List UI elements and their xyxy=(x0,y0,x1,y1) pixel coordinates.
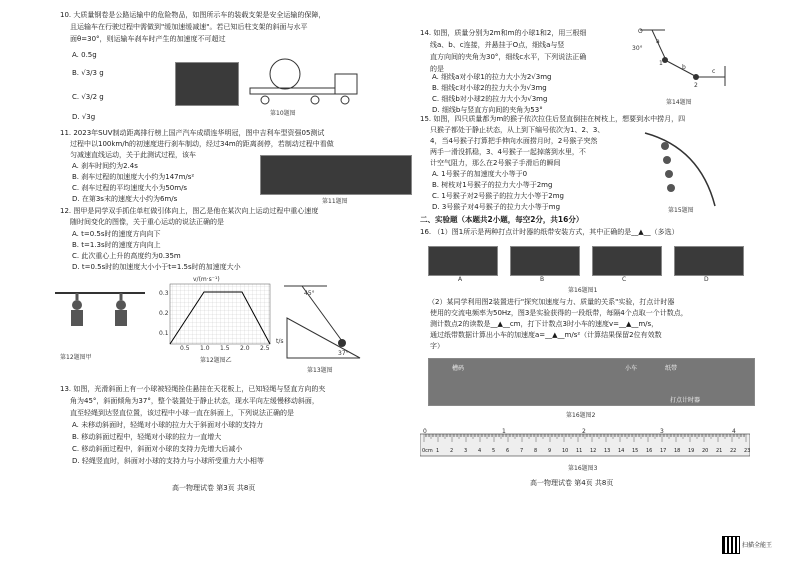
q16-photo-label-b: B xyxy=(540,276,545,283)
ruler-number: 20 xyxy=(702,448,709,454)
q14-option-c: C. 细线b对小球2的拉力大小为√3mg xyxy=(432,95,548,103)
q10-option-d: D. √3g xyxy=(72,113,96,121)
q16-photo-c xyxy=(592,246,662,276)
q14-line4: 的是 xyxy=(430,65,444,73)
ruler-number: 9 xyxy=(548,448,552,454)
q13-option-d: D. 轻绳竖直时，斜面对小球的支持力与小球所受重力大小相等 xyxy=(72,457,264,465)
q12-xtick-5: 2.5 xyxy=(260,345,270,352)
q12-option-d: D. t=0.5s时的加速度大小小于t=1.5s时的加速度大小 xyxy=(72,263,241,271)
q16-p2-line2: 使用的交流电频率为50Hz，图3是实验获得的一段纸带，每隔4个点取一个计数点， xyxy=(430,309,688,317)
q12-ytick-3: 0.1 xyxy=(159,330,169,337)
q11-car-photo xyxy=(260,155,412,195)
q12-xtick-2: 1.0 xyxy=(200,345,210,352)
q16-p2-line4: 通过纸带数据计算出小车的加速度a=__▲__m/s²（计算结果保留2位有效数 xyxy=(430,331,662,339)
q16-line1: 16. （1）图1所示是两种打点计时器的纸带安装方式，其中正确的是__▲__（多选） xyxy=(420,228,679,236)
q14-option-d: D. 细线b与竖直方向间的夹角为53° xyxy=(432,106,543,114)
ruler-number: 0cm xyxy=(422,448,433,454)
q14-label-angle: 30° xyxy=(632,45,643,52)
ruler-number: 11 xyxy=(576,448,583,454)
q10-option-a: A. 0.5g xyxy=(72,51,97,59)
q11-line1: 11. 2023年SUV制动距离排行榜上国产汽车成绩连华明冠，图中吉利车型资强05测试 xyxy=(60,129,325,137)
q16-p2-line5: 字） xyxy=(430,342,444,350)
ruler-number: 17 xyxy=(660,448,667,454)
q16-ruler-mark-0: 0 xyxy=(423,428,427,435)
q10-option-b: B. √3/3 g xyxy=(72,69,104,77)
q12-ylabel: v/(m·s⁻¹) xyxy=(193,276,220,283)
ruler-number: 12 xyxy=(590,448,597,454)
q11-line2: 过程中以100km/h的初速度进行刹车制动，经过34m的距离刹停，若制动过程中看做 xyxy=(70,140,334,148)
q13-option-b: B. 移动斜面过程中，轻绳对小球的拉力一直增大 xyxy=(72,433,222,441)
q15-option-c: C. 1号猴子对2号猴子的拉力大小等于2mg xyxy=(432,192,564,200)
q12-xlabel: t/s xyxy=(276,338,284,345)
q13-line2: 角为45°，斜面倾角为37°，整个装置处于静止状态，现水平向左缓慢移动斜面， xyxy=(70,397,319,405)
q14-label-one: 1 xyxy=(659,60,663,67)
q12-option-b: B. t=1.3s时的速度方向向上 xyxy=(72,241,161,249)
q15-option-d: D. 3号猴子对4号猴子的拉力大小等于mg xyxy=(432,203,561,211)
ruler-number: 7 xyxy=(520,448,524,454)
q12-xtick-3: 1.5 xyxy=(220,345,230,352)
q14-line1: 14. 如图，质量分别为2m和m的小球1和2，用三根细 xyxy=(420,29,587,37)
q16-label-timer: 打点计时器 xyxy=(670,397,701,404)
q15-fig-caption: 第15题图 xyxy=(668,207,694,214)
ruler-number: 21 xyxy=(716,448,723,454)
q14-line2: 线a、b、c连接，并悬挂于O点，细线a与竖 xyxy=(430,41,565,49)
ruler-number: 6 xyxy=(506,448,510,454)
q16-p2-line1: （2）某同学利用图2装置进行"探究加速度与力、质量的关系"实验，打点计时器 xyxy=(428,298,675,306)
q14-label-two: 2 xyxy=(694,82,698,89)
q10-fig-caption: 第10题图 xyxy=(270,110,296,117)
q16-ruler-mark-1: 1 xyxy=(502,428,506,435)
q16-label-groove: 槽码 xyxy=(452,365,465,372)
q11-option-d: D. 在第3s末的速度大小约为6m/s xyxy=(72,195,178,203)
ruler-number: 19 xyxy=(688,448,695,454)
q12-fig-b-caption: 第12题图乙 xyxy=(200,357,232,364)
q12-option-c: C. 此次重心上升的高度约为0.35m xyxy=(72,252,181,260)
q14-label-o: O xyxy=(638,28,643,35)
ruler-number: 10 xyxy=(562,448,569,454)
q13-angle-45: 45° xyxy=(304,290,315,297)
q16-photo-label-a: A xyxy=(458,276,463,283)
ruler-number: 13 xyxy=(604,448,611,454)
q13-option-c: C. 移动斜面过程中，斜面对小球的支持力先增大后减小 xyxy=(72,445,243,453)
q14-label-b: b xyxy=(682,64,686,71)
ruler-number: 16 xyxy=(646,448,653,454)
q14-label-a: a xyxy=(656,38,660,45)
q16-ruler-numbers xyxy=(420,448,750,458)
q16-apparatus-photo xyxy=(428,358,755,406)
ruler-number: 1 xyxy=(436,448,440,454)
q16-fig3-caption: 第16题图3 xyxy=(568,465,598,472)
q11-option-c: C. 刹车过程的平均速度大小为50m/s xyxy=(72,184,188,192)
q16-ruler-mark-2: 2 xyxy=(582,428,586,435)
q15-line2: 只猴子都处于静止状态，从上到下编号依次为1、2、3、 xyxy=(430,126,605,134)
right-footer: 高一物理试卷 第4页 共8页 xyxy=(530,479,614,487)
q12-fig-a-caption: 第12题图甲 xyxy=(60,354,92,361)
scanner-qr-code xyxy=(722,536,740,554)
q14-line3: 直方向间的夹角为30°，细线c水平，下列说法正确 xyxy=(430,53,587,61)
q10-option-c: C. √3/2 g xyxy=(72,93,104,101)
q16-fig2-caption: 第16题图2 xyxy=(566,412,596,419)
ruler-number: 3 xyxy=(464,448,468,454)
q15-line3: 4，当4号猴子打算把手伸向水面捞月时，2号猴子突然 xyxy=(430,137,598,145)
q15-line5: 计空气阻力，那么在2号猴子手滑后的瞬间 xyxy=(430,159,561,167)
ruler-number: 23 xyxy=(744,448,751,454)
q14-fig-caption: 第14题图 xyxy=(666,99,692,106)
q14-diagram xyxy=(630,28,730,90)
q12-line2: 随时间变化的图像，关于重心运动的说法正确的是 xyxy=(70,218,224,226)
q13-line1: 13. 如图，光滑斜面上有一小球被轻绳拴住悬挂在天花板上，已知轻绳与竖直方向的夹 xyxy=(60,385,326,393)
q16-photo-label-d: D xyxy=(704,276,709,283)
q16-label-cart: 小车 xyxy=(625,365,638,372)
section-experiment-heading: 二、实验题（本题共2小题，每空2分，共16分） xyxy=(420,215,584,224)
q12-ytick-1: 0.3 xyxy=(159,290,169,297)
q10-photo xyxy=(175,62,239,106)
q12-line1: 12. 图甲是同学双手抓住单杠做引体向上，图乙是他在某次向上运动过程中重心速度 xyxy=(60,207,319,215)
q13-incline-diagram xyxy=(282,283,362,363)
q16-photo-b xyxy=(510,246,580,276)
q10-line1: 10. 大质量钢卷是公路运输中的危险物品，如图所示车的装载支架是安全运输的保障， xyxy=(60,11,326,19)
ruler-number: 15 xyxy=(632,448,639,454)
q12-xtick-4: 2.0 xyxy=(240,345,250,352)
ruler-number: 2 xyxy=(450,448,454,454)
q11-fig-caption: 第11题图 xyxy=(322,198,348,205)
q11-option-b: B. 刹车过程的加速度大小约为147m/s² xyxy=(72,173,195,181)
ruler-number: 8 xyxy=(534,448,538,454)
ruler-number: 5 xyxy=(492,448,496,454)
ruler-number: 18 xyxy=(674,448,681,454)
q13-fig-caption: 第13题图 xyxy=(307,367,333,374)
left-footer: 高一物理试卷 第3页 共8页 xyxy=(172,484,256,492)
q15-option-b: B. 树枝对1号猴子的拉力大小等于2mg xyxy=(432,181,553,189)
q16-label-tape: 纸带 xyxy=(665,365,678,372)
q16-fig1-caption: 第16题图1 xyxy=(568,287,598,294)
q10-diagram xyxy=(245,56,360,108)
q15-monkey-diagram xyxy=(640,128,720,208)
scanner-logo: 扫描全能王 xyxy=(742,542,773,549)
q13-option-a: A. 未移动斜面时，轻绳对小球的拉力大于斜面对小球的支持力 xyxy=(72,421,264,429)
ruler-number: 4 xyxy=(478,448,482,454)
q15-option-a: A. 1号猴子的加速度大小等于0 xyxy=(432,170,528,178)
q16-photo-a xyxy=(428,246,498,276)
ruler-number: 22 xyxy=(730,448,737,454)
q11-option-a: A. 刹车时间约为2.4s xyxy=(72,162,138,170)
q15-line1: 15. 如图，四只质量都为m的猴子依次拉住后竖直倒挂在树枝上，想要到水中捞月，四 xyxy=(420,115,686,123)
ruler-number: 14 xyxy=(618,448,625,454)
q15-line4: 两手一滑没抓稳，3、4号猴子一起掉落到水里，不 xyxy=(430,148,586,156)
q10-line3: 面θ=30°，则运输车刹车时产生的加速度不可超过 xyxy=(70,35,226,43)
q12-pullup-figure xyxy=(55,285,145,345)
q14-option-a: A. 细线a对小球1的拉力大小为2√3mg xyxy=(432,73,552,81)
q16-ruler-mark-4: 4 xyxy=(732,428,736,435)
q10-line2: 且运输车在行驶过程中需做到"缓加速缓减速"。若已知后柱支架的斜面与水平 xyxy=(70,23,308,31)
q16-p2-line3: 测计数点2的读数是__▲__cm，打下计数点3时小车的速度v=__▲__m/s， xyxy=(430,320,659,328)
q14-label-c: c xyxy=(712,68,716,75)
q16-photo-d xyxy=(674,246,744,276)
q14-option-b: B. 细线c对小球2的拉力大小为√3mg xyxy=(432,84,547,92)
q12-option-a: A. t=0.5s时的速度方向向下 xyxy=(72,230,161,238)
q12-ytick-2: 0.2 xyxy=(159,310,169,317)
q11-line3: 匀减速直线运动，关于此测试过程，该车 xyxy=(70,151,196,159)
q13-angle-37: 37° xyxy=(338,350,349,357)
q16-photo-label-c: C xyxy=(622,276,627,283)
q16-ruler-mark-3: 3 xyxy=(660,428,664,435)
q13-line3: 直至轻绳到达竖直位置，该过程中小球一直在斜面上，下列说法正确的是 xyxy=(70,409,294,417)
q12-xtick-1: 0.5 xyxy=(180,345,190,352)
